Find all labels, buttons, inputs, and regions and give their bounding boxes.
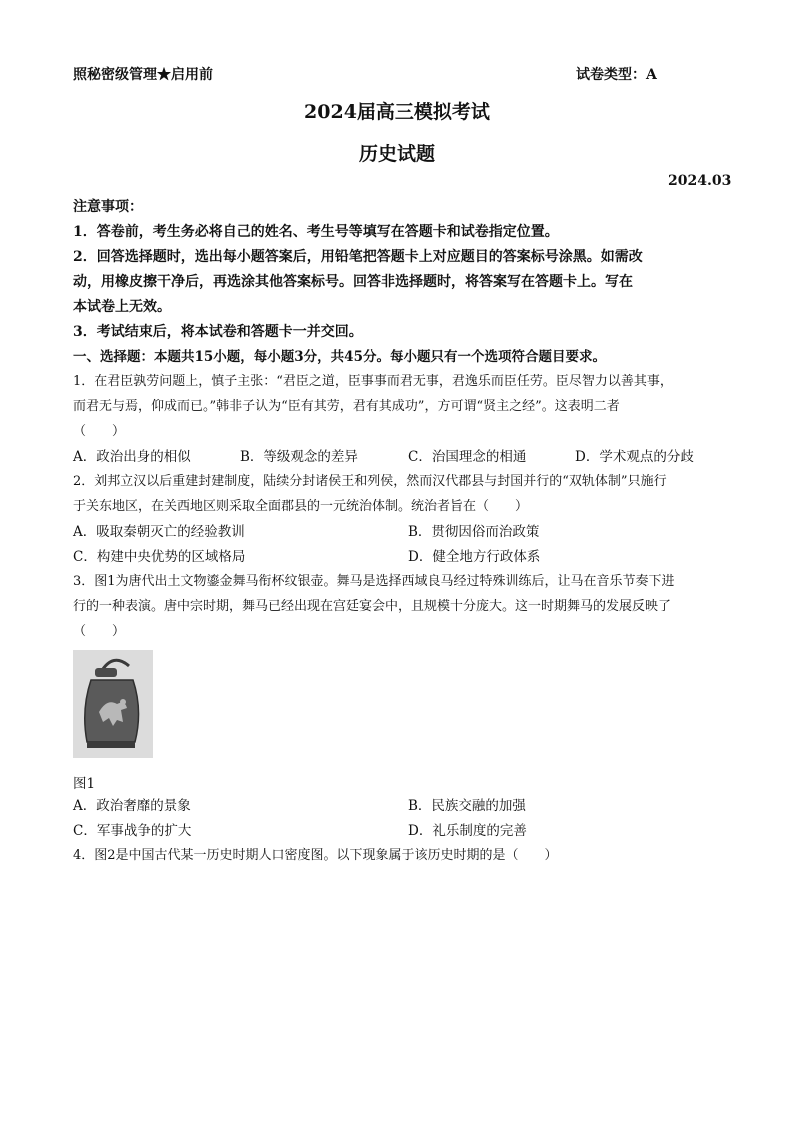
notice-item: 1．答卷前，考生务必将自己的姓名、考生号等填写在答题卡和试卷指定位置。 [73, 224, 559, 240]
question-1-option-d: D．学术观点的分歧 [575, 449, 694, 465]
notice-item: 2．回答选择题时，选出每小题答案后，用铅笔把答题卡上对应题目的答案标号涂黑。如需改 [73, 249, 643, 265]
question-4-line: 4．图2是中国古代某一历史时期人口密度图。以下现象属于该历史时期的是（ ） [73, 848, 558, 863]
question-3-option-c: C．军事战争的扩大 [73, 823, 192, 839]
question-3-option-d: D．礼乐制度的完善 [408, 823, 527, 839]
notice-heading: 注意事项： [73, 199, 143, 215]
question-1-option-b: B．等级观念的差异 [240, 449, 358, 465]
exam-title: 2024届高三模拟考试 [304, 101, 490, 123]
question-1-line: 而君无与焉，仰成而已。”韩非子认为“臣有其劳，君有其成功”，方可谓“贤主之经”。这表明二者 [73, 399, 620, 414]
figure-1-caption: 图1 [73, 776, 96, 792]
exam-date: 2024.03 [668, 173, 732, 189]
question-3-line: （ ） [73, 624, 126, 639]
question-1-option-c: C．治国理念的相通 [408, 449, 527, 465]
notice-item: 本试卷上无效。 [73, 299, 171, 315]
section-heading: 一、选择题：本题共15小题，每小题3分，共45分。每小题只有一个选项符合题目要求。 [73, 349, 606, 365]
subject-title: 历史试题 [358, 143, 435, 165]
question-1-line: 1．在君臣孰劳问题上，慎子主张：“君臣之道，臣事事而君无事，君逸乐而臣任劳。臣尽智力以善其事， [73, 374, 673, 389]
paper-type-label: 试卷类型：A [576, 67, 657, 83]
notice-item: 3．考试结束后，将本试卷和答题卡一并交回。 [73, 324, 363, 340]
question-2-option-d: D．健全地方行政体系 [408, 549, 541, 565]
question-1-line: （ ） [73, 424, 126, 439]
question-3-line: 行的一种表演。唐中宗时期，舞马已经出现在宫廷宴会中，且规模十分庞大。这一时期舞马的发展反映了 [73, 599, 672, 614]
question-2-option-b: B．贯彻因俗而治政策 [408, 524, 540, 540]
silver-pot-figure [73, 650, 153, 758]
confidential-label: 照秘密级管理★启用前 [73, 67, 213, 83]
question-2-line: 2．刘邦立汉以后重建封建制度，陆续分封诸侯王和列侯，然而汉代郡县与封国并行的“双轨体制”只施行 [73, 474, 667, 489]
question-3-option-b: B．民族交融的加强 [408, 798, 526, 814]
question-2-option-c: C．构建中央优势的区域格局 [73, 549, 246, 565]
question-3-line: 3．图1为唐代出土文物鎏金舞马衔杯纹银壶。舞马是选择西域良马经过特殊训练后，让马在音乐节奏下进 [73, 574, 675, 589]
question-2-line: 于关东地区，在关西地区则采取全面郡县的一元统治体制。统治者旨在（ ） [73, 499, 529, 514]
notice-item: 动，用橡皮擦干净后，再选涂其他答案标号。回答非选择题时，将答案写在答题卡上。写在 [73, 274, 633, 290]
question-1-option-a: A．政治出身的相似 [73, 449, 191, 465]
question-2-option-a: A．吸取秦朝灭亡的经验教训 [73, 524, 245, 540]
question-3-option-a: A．政治奢靡的景象 [73, 798, 191, 814]
